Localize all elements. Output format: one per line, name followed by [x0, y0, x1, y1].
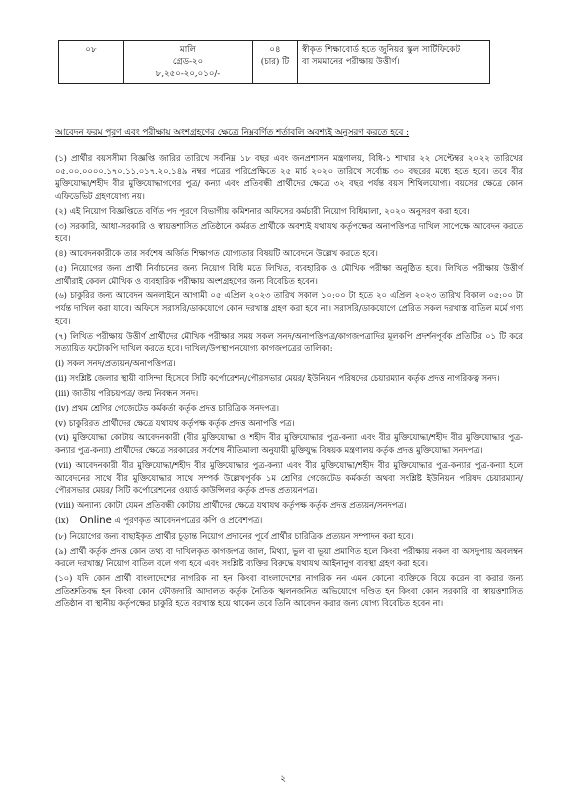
- paragraph: (৩) সরকারি, আধা-সরকারি ও স্বায়ত্তশাসিত প্রতিষ্ঠানে কর্মরত প্রার্থীকে অবশ্যই যথাযথ কর্তৃপক্ষের অনাপত্তিপত্র দাখিল সাপেক্ষে আবেদন করতে হবে।: [55, 220, 523, 244]
- list-item: (v) চাকুরিরত প্রার্থীদের ক্ষেত্রে যথাযথ কর্তৃপক্ষ কর্তৃক প্রদত্ত অনাপত্তি পত্র।: [55, 417, 295, 428]
- paragraph: (১) প্রার্থীর বয়সসীমা বিজ্ঞপ্তি জারির তারিখে সর্বনিম্ন ১৮ বছর এবং জনপ্রশাসন মন্ত্রণালয়, বিধি-১ শাখার ২২ সেপ্টেম্বর ২০২২ তারিখের ০৫.০০.০০০০.১৭০.১১.০১৭.২০.১৪৯ নম্বর পত্রের পরিপ্রেক্ষিতে ২৫ মার্চ ২০২০ তারিখে সর্বোচ্চ ৩০ বছরের মধ্যে হতে হবে। তবে বীর মুক্তিযোদ্ধা/শহীদ বীর মুক্তিযোদ্ধাগণের পুত্র/ কন্যা এবং প্রতিবন্ধী প্রার্থীদের ক্ষেত্রে ৩২ বছর পর্যন্ত বয়স শিথিলযোগ্য। বয়সের ক্ষেত্রে কোন এফিডেভিট গ্রহণযোগ্য নয়।: [55, 153, 523, 201]
- paragraph: (৭) লিখিত পরীক্ষায় উত্তীর্ণ প্রার্থীদের মৌখিক পরীক্ষার সময় সকল সনদ/অনাপত্তিপত্র/কাগজপত্রাদির মূলকপি প্রদর্শনপূর্বক প্রতিটির ০১ টি করে সত্যায়িত ফটোকপি দাখিল করতে হবে। দাখিল/উপস্থাপনযোগ্য কাগজপত্রের তালিকা:: [55, 330, 523, 354]
- list-item: (vii) আবেদনকারী বীর মুক্তিযোদ্ধা/শহীদ বীর মুক্তিযোদ্ধার পুত্র-কন্যা এবং বীর মুক্তিযোদ্ধা/শহীদ বীর মুক্তিযোদ্ধার পুত্র-কন্যার পুত্র-কন্যা হলে আবেদনের সাথে বীর মুক্তিযোদ্ধার সাথে সম্পর্ক উল্লেখপূর্বক ১ম শ্রেণির গেজেটেড কর্মকর্তা অথবা সংশ্লিষ্ট ইউনিয়ন পরিষদ চেয়ারম্যান/পৌরসভার মেয়র/ সিটি কর্পোরেশনের ওয়ার্ড কাউন্সিলর কর্তৃক প্রদত্ত প্রত্যয়নপত্র।: [55, 459, 523, 496]
- paragraph: (২) এই নিয়োগ বিজ্ঞপ্তিতে বর্ণিত পদ পূরণে বিভাগীয় কমিশনার অফিসের কর্মচারী নিয়োগ বিধিমালা, ২০২০ অনুসরণ করা হবে।: [55, 205, 470, 216]
- post-cell: [124, 41, 253, 84]
- online-word: Online: [79, 514, 112, 526]
- post-grade: গ্রেড-২০: [172, 57, 204, 67]
- post-name: মালি: [179, 45, 197, 55]
- conditions-body: [55, 152, 523, 612]
- online-rest: এ পূরণকৃত আবেদনপত্রের কপি ও প্রবেশপত্র।: [114, 514, 263, 525]
- list-item: (ii) সংশ্লিষ্ট জেলার স্থায়ী বাসিন্দা হিসেবে সিটি কর্পোরেশন/পৌরসভার মেয়র/ ইউনিয়ন পরিষদের চেয়ারম্যান কর্তৃক প্রদত্ত নাগরিকত্ব সনদ।: [55, 372, 500, 383]
- post-count: ০৪: [269, 45, 281, 55]
- paragraph: (৯) প্রার্থী কর্তৃক প্রদত্ত কোন তথ্য বা দাখিলকৃত কাগজপত্র জাল, মিথ্যা, ভুল বা ভূয়া প্রমাণিত হলে কিংবা পরীক্ষায় নকল বা অসদুপায় অবলম্বন করলে দরখাস্ত/ নিয়োগ বাতিল বলে গণ্য হবে এবং সংশ্লিষ্ট ব্যক্তির বিরুদ্ধে যথাযথ আইনানুগ ব্যবস্থা গ্রহণ করা হবে।: [55, 545, 523, 569]
- list-item: (i) সকল সনদ/প্রত্যয়ন/অনাপত্তিপত্র।: [55, 357, 176, 368]
- paragraph: (৮) নিয়োগের জন্য বাছাইকৃত প্রার্থীর চূড়ান্ত নিয়োগ প্রদানের পূর্বে প্রার্থীর চারিত্রিক প্রত্যয়ন সম্পাদন করা হবে।: [55, 530, 414, 541]
- post-count-word: (চার) টি: [260, 57, 290, 67]
- qualification-line: বা সমমানের পরীক্ষায় উত্তীর্ণ।: [302, 57, 400, 67]
- qualification-cell: [298, 41, 490, 84]
- conditions-heading: আবেদন ফরম পূরণ এবং পরীক্ষায় অংশগ্রহণের ক্ষেত্রে নিম্নবর্ণিত শর্তাবলি অবশ্যই অনুসরণ করতে হবে :: [55, 128, 410, 138]
- list-marker: (ix): [55, 514, 69, 525]
- qualification-line: স্বীকৃত শিক্ষাবোর্ড হতে জুনিয়র স্কুল সার্টিফিকেট: [302, 45, 461, 55]
- paragraph: (১০) যদি কোন প্রার্থী বাংলাদেশের নাগরিক না হন কিংবা বাংলাদেশের নাগরিক নন এমন কোনো ব্যক্তিকে বিয়ে করেন বা করার জন্য প্রতিশ্রুতিবদ্ধ হন কিংবা কোন ফৌজদারি আদালত কর্তৃক নৈতিক স্খলনজনিত অভিযোগে দণ্ডিত হন কিংবা কোন সরকারি বা স্বায়ত্তশাসিত প্রতিষ্ঠান বা স্থানীয় কর্তৃপক্ষের চাকুরি হতে বরখাস্ত হয়ে থাকেন তবে তিনি আবেদন করার জন্য যোগ্য বিবেচিত হবেন না।: [55, 573, 523, 609]
- post-table: [58, 40, 490, 84]
- list-item: (viii) অন্যান্য কোটা যেমন প্রতিবন্ধী কোটায় প্রার্থীদের ক্ষেত্রে যথাযথ কর্তৃপক্ষ কর্তৃক প্রদত্ত প্রত্যয়ন/সনদপত্র।: [55, 500, 407, 510]
- paragraph: (৪) আবেদনকারীকে তার সর্বশেষ অর্জিত শিক্ষাগত যোগ্যতার বিষয়টি আবেদনে উল্লেখ করতে হবে।: [55, 248, 378, 259]
- paragraph: (৫) নিয়োগের জন্য প্রার্থী নির্বাচনের জন্য নিয়োগ বিধি মতে লিখিত, ব্যবহারিক ও মৌখিক পরীক্ষা অনুষ্ঠিত হবে। লিখিত পরীক্ষায় উত্তীর্ণ প্রার্থীরাই কেবল মৌখিক ও ব্যবহারিক পরীক্ষায় অংশগ্রহণের জন্য বিবেচিত হবেন।: [55, 262, 523, 286]
- table-row: [59, 41, 490, 84]
- count-cell: [253, 41, 298, 84]
- pay-scale: ৮,২৫০-২০,০১০/-: [155, 69, 221, 79]
- list-item-online: [55, 514, 523, 528]
- list-item: (iv) প্রথম শ্রেণির গেজেটেড কর্মকর্তা কর্তৃক প্রদত্ত চারিত্রিক সনদপত্র।: [55, 402, 279, 413]
- list-item: (vi) মুক্তিযোদ্ধা কোটায় আবেদনকারী (বীর মুক্তিযোদ্ধা ও শহীদ বীর মুক্তিযোদ্ধার পুত্র-কন্যা এবং বীর মুক্তিযোদ্ধা/শহীদ বীর মুক্তিযোদ্ধার পুত্র-কন্যার পুত্র-কন্যা) প্রার্থীদের ক্ষেত্রে সরকারের সর্বশেষ নীতিমালা অনুযায়ী মুক্তিযুদ্ধ বিষয়ক মন্ত্রণালয় কর্তৃক প্রদত্ত মুক্তিযোদ্ধা সনদপত্র।: [55, 432, 523, 456]
- paragraph: (৬) চাকুরির জন্য আবেদন অনলাইনে আগামী ০৫ এপ্রিল ২০২৩ তারিখ সকাল ১০:০০ টা হতে ২০ এপ্রিল ২০২৩ তারিখ বিকাল ০৫:০০ টা পর্যন্ত দাখিল করা যাবে। অফিসে সরাসরি/ডাকযোগে কোন দরখাস্ত গ্রহণ করা হবে না। সরাসরি/ডাকযোগে প্রেরিত সকল দরখাস্ত বাতিল মর্মে গণ্য হবে।: [55, 290, 523, 326]
- page-number: ২: [280, 774, 286, 784]
- list-item: (iii) জাতীয় পরিচয়পত্র/ জন্ম নিবন্ধন সনদ।: [55, 387, 199, 398]
- serial-cell: ০৮: [59, 41, 124, 84]
